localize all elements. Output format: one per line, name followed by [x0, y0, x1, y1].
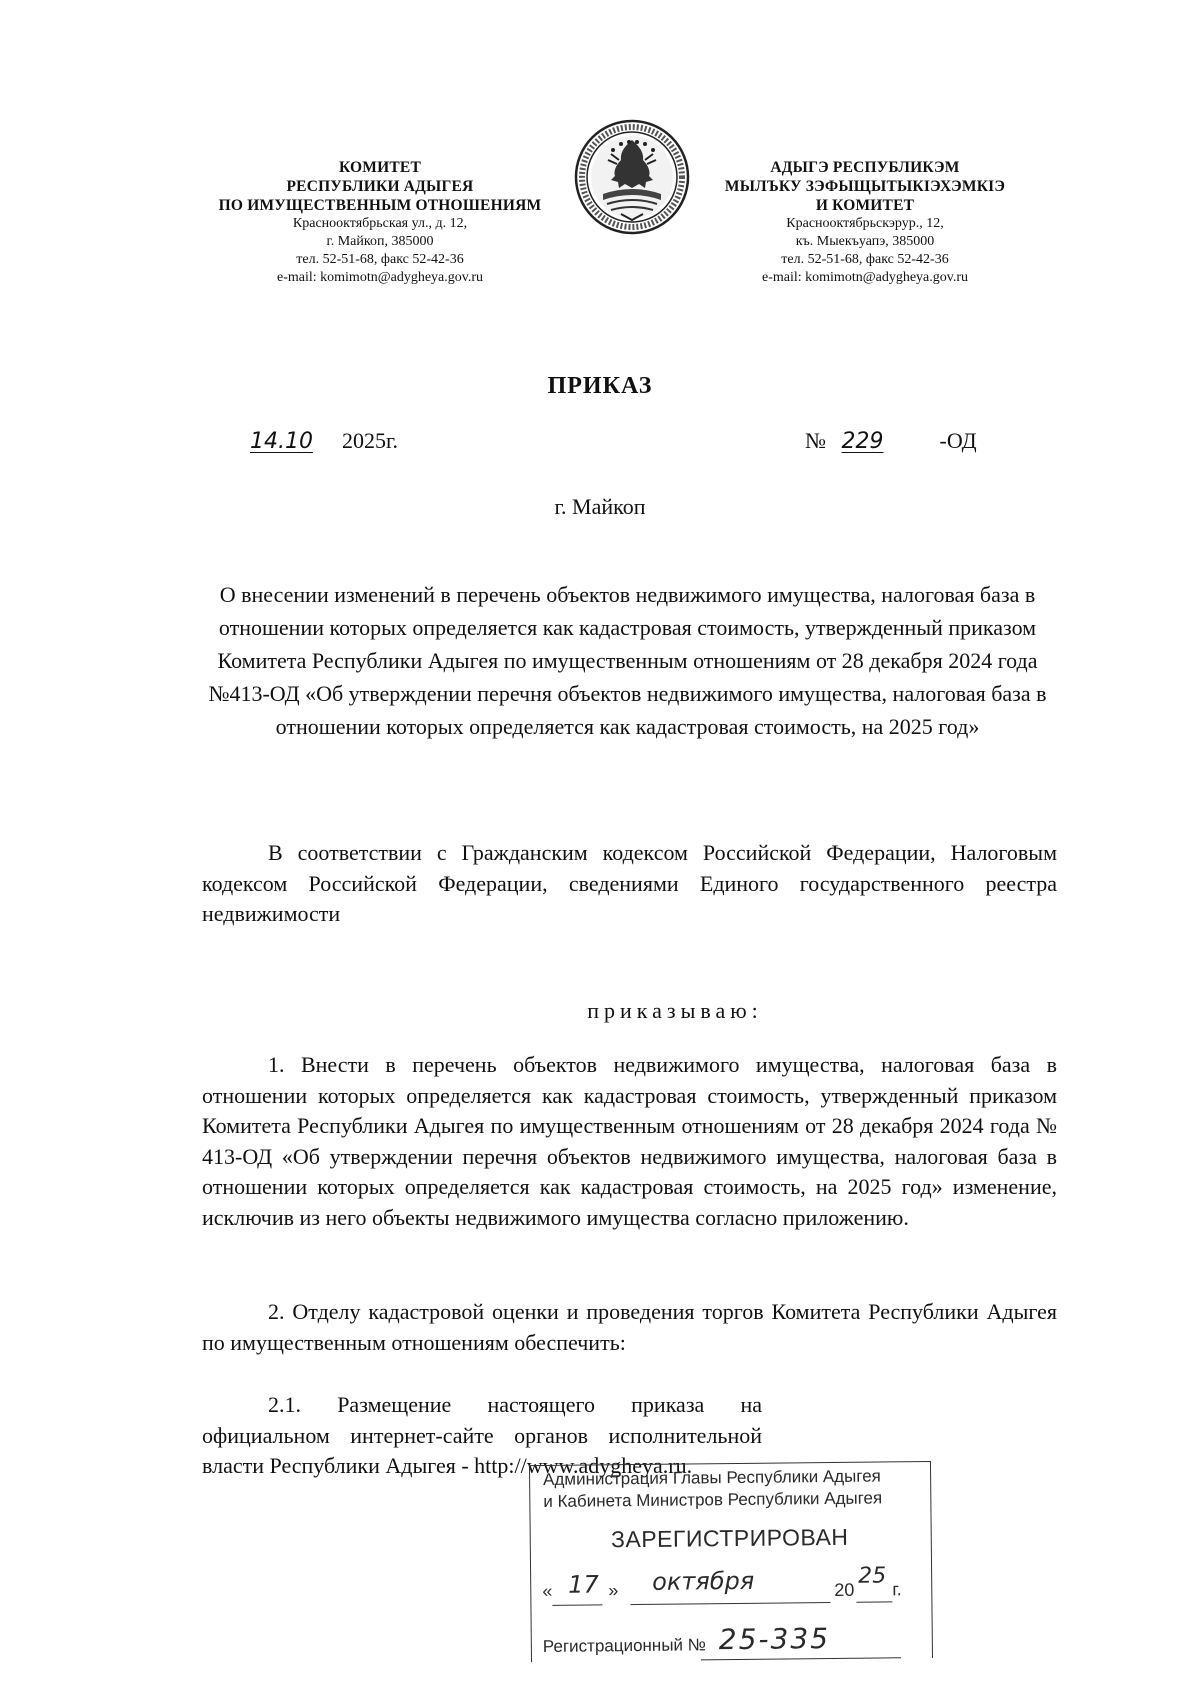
document-date [250, 428, 398, 454]
stamp-year-suffix: 25 [858, 1563, 887, 1589]
document-subject: О внесении изменений в перечень объектов недвижимого имущества, налоговая база в отношении которых определяется как кадастровая стоимость, утвержденный приказом Комитета Республики Адыгея по имущественным отношениям от 28 декабря 2024 года №413-ОД «Об утверждении перечня объектов недвижимого имущества, налоговая база в отношении которых определяется как кадастровая стоимость, на 2025 год» [208, 582, 1047, 739]
stamp-status: ЗАРЕГИСТРИРОВАН [610, 1523, 849, 1553]
document-item-2-1-text: 2.1. Размещение настоящего приказа на официальном интернет-сайте органов исполнительной власти Республики Адыгея - http://www.adygheya.ru. [202, 1392, 762, 1478]
stamp-quote-close: » [608, 1580, 619, 1601]
header-left-block [190, 158, 570, 287]
header-right-line1: АДЫГЭ РЕСПУБЛИКЭМ [770, 159, 960, 176]
header-right-line2: МЫЛЪКУ ЗЭФЫЩЫТЫКIЭХЭМКIЭ [724, 178, 1006, 195]
number-handwritten: 229 [841, 429, 884, 454]
stamp-quote-open: « [542, 1580, 553, 1602]
header-left-line1: КОМИТЕТ [338, 159, 421, 176]
registration-stamp [529, 1461, 941, 1665]
header-left-line3: ПО ИМУЩЕСТВЕННЫМ ОТНОШЕНИЯМ [218, 197, 542, 214]
header-right-phone: тел. 52-51-68, факс 52-42-36 [781, 252, 949, 267]
document-city: г. Майкоп [554, 494, 646, 519]
stamp-year-unit: г. [892, 1579, 902, 1600]
document-number [805, 428, 977, 454]
document-basis: В соответствии с Гражданским кодексом Российской Федерации, Налоговым кодексом Российской Федерации, сведениями Единого государственного реестра недвижимости [202, 840, 1057, 926]
document-title: ПРИКАЗ [547, 373, 653, 399]
order-word: приказываю: [587, 998, 763, 1023]
stamp-reg-number: 25-335 [718, 1622, 831, 1657]
header-right-city: къ. Мыекъуапэ, 385000 [795, 234, 935, 249]
header-right-address: Краснооктябрьскэрур., 12, [786, 216, 944, 231]
number-prefix: № [805, 428, 826, 453]
stamp-line2: и Кабинета Министров Республики Адыгея [543, 1488, 883, 1512]
header-left-city: г. Майкоп, 385000 [326, 234, 434, 249]
header-left-line2: РЕСПУБЛИКИ АДЫГЕЯ [286, 178, 474, 195]
stamp-day: 17 [568, 1570, 599, 1599]
document-item-1: 1. Внести в перечень объектов недвижимого имущества, налоговая база в отношении которых определяется как кадастровая стоимость, утвержденный приказом Комитета Республики Адыгея по имущественным отношениям от 28 декабря 2024 года № 413-ОД «Об утверждении перечня объектов недвижимого имущества, налоговая база в отношении которых определяется как кадастровая стоимость, на 2025 год» изменение, исключив из него объекты недвижимого имущества согласно приложению. [202, 1052, 1057, 1230]
date-handwritten: 14.10 [250, 429, 313, 454]
stamp-month: октября [652, 1566, 755, 1596]
header-left-email: e-mail: komimotn@adygheya.gov.ru [277, 270, 483, 285]
header-left-address: Краснооктябрьская ул., д. 12, [292, 216, 468, 231]
stamp-reg-label: Регистрационный № [542, 1635, 707, 1657]
number-suffix: -ОД [939, 428, 977, 453]
date-suffix: 2025г. [342, 428, 399, 453]
stamp-year-prefix: 20 [834, 1579, 855, 1600]
republic-adygea-emblem-icon [573, 116, 691, 238]
header-left-phone: тел. 52-51-68, факс 52-42-36 [296, 252, 464, 267]
header-right-block [700, 158, 1030, 287]
document-item-2: 2. Отделу кадастровой оценки и проведения торгов Комитета Республики Адыгея по имущественным отношениям обеспечить: [202, 1299, 1057, 1355]
stamp-line1: Администрация Главы Республики Адыгея [543, 1466, 881, 1490]
header-right-line3: И КОМИТЕТ [815, 197, 915, 214]
header-right-email: e-mail: komimotn@adygheya.gov.ru [762, 270, 968, 285]
